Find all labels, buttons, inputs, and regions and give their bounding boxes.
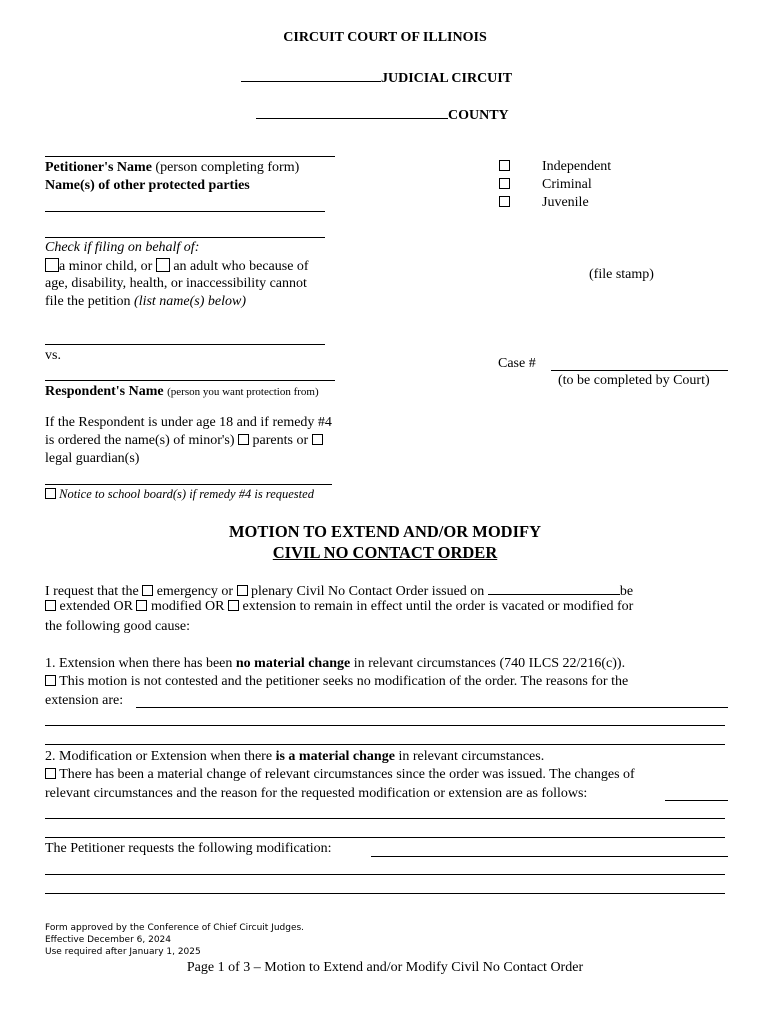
minor-line2: [45, 433, 323, 449]
section1-option: [45, 674, 628, 690]
motion-title-line1: MOTION TO EXTEND AND/OR MODIFY: [228, 522, 541, 541]
section1-b: no material change: [235, 656, 351, 671]
school-notice-label: Notice to school board(s) if remedy #4 is requested: [59, 487, 314, 501]
case-number-label: Case #: [498, 356, 536, 371]
criminal-label: Criminal: [542, 177, 592, 192]
minor-line1: If the Respondent is under age 18 and if remedy #4: [45, 415, 332, 430]
section2-option: [45, 767, 635, 783]
behalf-names-line[interactable]: [45, 344, 325, 345]
order-date-blank[interactable]: [488, 581, 620, 595]
section1-a: 1. Extension when there has been: [45, 656, 236, 671]
guardian-checkbox[interactable]: [312, 434, 323, 445]
modification-label: The Petitioner requests the following modification:: [45, 841, 332, 856]
request-p2c: extension to remain in effect until the order is vacated or modified for: [238, 599, 634, 614]
request-p2a: extended OR: [56, 599, 137, 614]
minor-child-checkbox[interactable]: [45, 258, 59, 272]
request-line3: the following good cause:: [45, 619, 191, 634]
section1-heading: [45, 656, 625, 672]
section2-a: 2. Modification or Extension when there: [45, 749, 276, 764]
request-p2b: modified OR: [147, 599, 228, 614]
school-notice: [45, 487, 314, 502]
guardian-name-line[interactable]: [45, 484, 332, 485]
section1-c: in relevant circumstances (740 ILCS 22/216(c)).: [350, 656, 626, 671]
judicial-circuit-blank[interactable]: [241, 67, 381, 82]
emergency-checkbox[interactable]: [142, 585, 153, 596]
extension-checkbox[interactable]: [228, 600, 239, 611]
behalf-line2: age, disability, health, or inaccessibility cannot: [45, 276, 307, 291]
extended-checkbox[interactable]: [45, 600, 56, 611]
footer-line1: Form approved by the Conference of Chief Circuit Judges.: [45, 923, 305, 933]
plenary-checkbox[interactable]: [237, 585, 248, 596]
request-p1d: be: [619, 584, 634, 599]
material-change-checkbox[interactable]: [45, 768, 56, 779]
behalf-line3-italic: (list name(s) below): [134, 294, 247, 309]
case-type-juvenile: [499, 194, 611, 212]
modification-line-3[interactable]: [45, 893, 725, 894]
case-type-list: [499, 158, 611, 212]
changes-line-1[interactable]: [665, 800, 728, 801]
case-number-line[interactable]: [551, 370, 728, 371]
other-parties-line-2[interactable]: [45, 237, 325, 238]
criminal-checkbox[interactable]: [499, 178, 510, 189]
petitioner-label-note: (person completing form): [155, 160, 300, 175]
request-p1a: I request that the: [45, 584, 143, 599]
request-p1c: plenary Civil No Contact Order issued on: [247, 584, 488, 599]
judicial-circuit-line: [241, 67, 512, 87]
petitioner-label-bold: Petitioner's Name: [45, 160, 152, 175]
other-parties-line-1[interactable]: [45, 211, 325, 212]
section1-reasons-label: extension are:: [45, 693, 124, 708]
behalf-line3-text: file the petition: [45, 294, 131, 309]
case-number-note: (to be completed by Court): [558, 373, 710, 388]
case-type-criminal: [499, 176, 611, 194]
request-line2: [45, 599, 735, 615]
respondent-label-note: (person you want protection from): [167, 386, 319, 398]
respondent-label: [45, 384, 319, 400]
behalf-options: [45, 258, 309, 275]
minor-child-label: a minor child, or: [59, 259, 153, 274]
changes-line-2[interactable]: [45, 818, 725, 819]
reasons-line-3[interactable]: [45, 744, 725, 745]
changes-line-3[interactable]: [45, 837, 725, 838]
juvenile-label: Juvenile: [542, 195, 589, 210]
county-blank[interactable]: [256, 104, 448, 119]
modified-checkbox[interactable]: [136, 600, 147, 611]
county-line: [256, 104, 509, 124]
independent-checkbox[interactable]: [499, 160, 510, 171]
respondent-label-bold: Respondent's Name: [45, 384, 164, 399]
section2-reasons-label: relevant circumstances and the reason for the requested modification or extension are as follows:: [45, 786, 588, 801]
reasons-line-1[interactable]: [136, 707, 728, 708]
section2-heading: [45, 749, 544, 765]
adult-checkbox[interactable]: [156, 258, 170, 272]
not-contested-checkbox[interactable]: [45, 675, 56, 686]
section2-d: There has been a material change of relevant circumstances since the order was issued. The changes of: [56, 767, 635, 782]
request-line1: [45, 581, 735, 600]
section1-d: This motion is not contested and the petitioner seeks no modification of the order. The reasons for the: [56, 674, 629, 689]
adult-label: an adult who because of: [173, 259, 309, 274]
behalf-heading: Check if filing on behalf of:: [45, 240, 200, 255]
minor-line3: legal guardian(s): [45, 451, 140, 466]
respondent-name-line[interactable]: [45, 380, 335, 381]
behalf-line3: [45, 294, 246, 310]
reasons-line-2[interactable]: [45, 725, 725, 726]
motion-title-line2: CIVIL NO CONTACT ORDER: [272, 543, 498, 562]
modification-line-1[interactable]: [371, 856, 728, 857]
request-p1b: emergency or: [153, 584, 237, 599]
county-label: COUNTY: [448, 108, 509, 123]
parents-checkbox[interactable]: [238, 434, 249, 445]
other-parties-label: Name(s) of other protected parties: [45, 178, 250, 193]
section2-c: in relevant circumstances.: [394, 749, 545, 764]
modification-line-2[interactable]: [45, 874, 725, 875]
footer-line2: Effective December 6, 2024: [45, 935, 172, 945]
juvenile-checkbox[interactable]: [499, 196, 510, 207]
independent-label: Independent: [542, 159, 612, 174]
footer-notes: [45, 922, 304, 958]
footer-line3: Use required after January 1, 2025: [45, 947, 201, 957]
case-type-independent: [499, 158, 611, 176]
court-title: CIRCUIT COURT OF ILLINOIS: [283, 30, 487, 45]
minor-line2-a: is ordered the name(s) of minor's): [45, 433, 239, 448]
minor-line2-b: parents or: [249, 433, 312, 448]
page-footer: Page 1 of 3 – Motion to Extend and/or Modify Civil No Contact Order: [186, 960, 584, 975]
judicial-circuit-label: JUDICIAL CIRCUIT: [381, 71, 513, 86]
vs-label: vs.: [45, 348, 61, 363]
section2-b: is a material change: [275, 749, 395, 764]
file-stamp: (file stamp): [589, 267, 654, 282]
school-notice-checkbox[interactable]: [45, 488, 56, 499]
petitioner-label: [45, 160, 299, 176]
petitioner-name-line[interactable]: [45, 156, 335, 157]
